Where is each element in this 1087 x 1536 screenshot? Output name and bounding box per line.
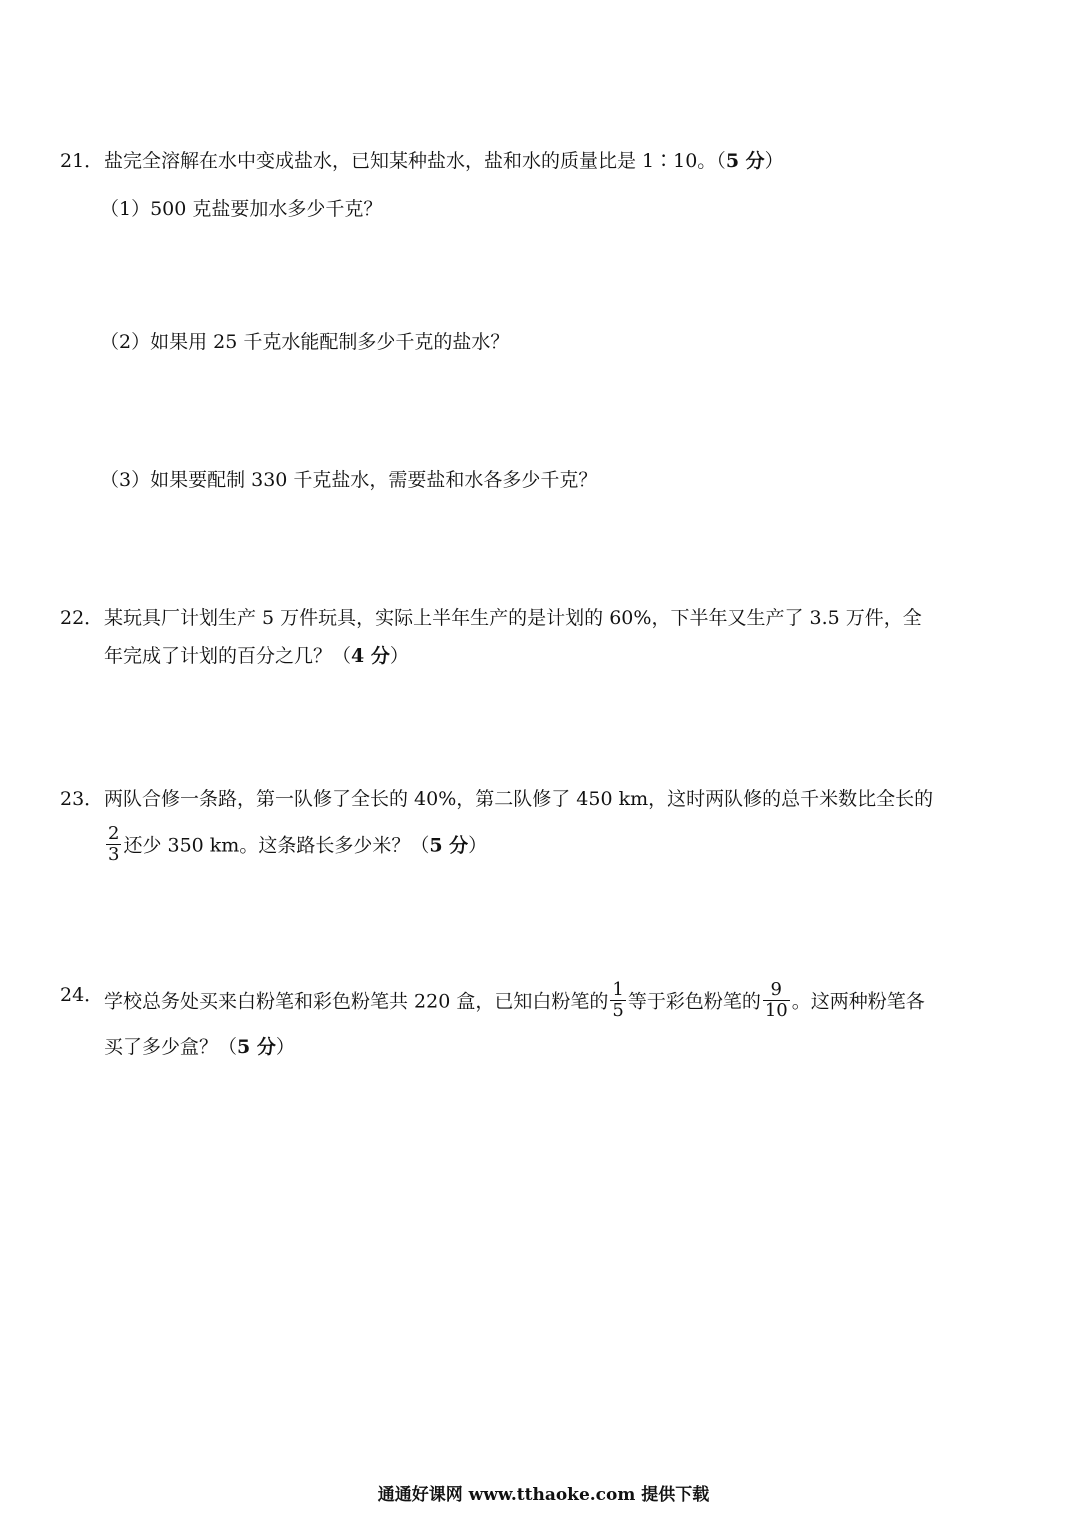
question-24-number: 24． <box>60 984 104 1006</box>
question-21-sub-2: （2）如果用 25 千克水能配制多少千克的盐水？ <box>100 331 510 353</box>
question-23-number: 23． <box>60 788 104 810</box>
fraction-denominator: 10 <box>764 1000 788 1021</box>
question-24-line-2-text: 买了多少盒？（ <box>104 1036 238 1058</box>
question-24-line-2-close: ） <box>275 1036 295 1058</box>
question-21-sub-1: （1）500 克盐要加水多少千克？ <box>100 198 383 220</box>
fraction-denominator: 3 <box>108 844 120 865</box>
question-22-points: 4 分 <box>351 645 390 667</box>
fraction-numerator: 9 <box>763 980 790 1001</box>
fraction-numerator: 2 <box>108 823 120 844</box>
question-23-line-2-text: 还少 350 km。这条路长多少米？（ <box>123 834 430 857</box>
question-24-line-1 <box>104 979 925 1023</box>
fraction-two-thirds <box>106 824 121 865</box>
question-24-line-1-b: 等于彩色粉笔的 <box>627 990 761 1013</box>
fraction-nine-tenths <box>763 980 790 1021</box>
question-24-points: 5 分 <box>237 1036 276 1058</box>
question-22-line-2-text: 年完成了计划的百分之几？（ <box>104 645 352 667</box>
question-21-points: 5 分 <box>725 150 765 172</box>
question-21-number: 21． <box>60 150 104 172</box>
question-23-line-1: 两队合修一条路，第一队修了全长的 40%，第二队修了 450 km，这时两队修的总千米数比全长的 <box>104 788 934 810</box>
fraction-one-fifth <box>610 980 625 1021</box>
fraction-denominator: 5 <box>612 1000 624 1021</box>
fraction-numerator: 1 <box>612 979 624 1000</box>
question-24-line-1-a: 学校总务处买来白粉笔和彩色粉笔共 220 盒，已知白粉笔的 <box>104 990 609 1013</box>
question-21-stem-text: 盐完全溶解在水中变成盐水，已知某种盐水，盐和水的质量比是 1∶10。（ <box>104 150 726 172</box>
question-23-line-2-close: ） <box>468 834 488 857</box>
question-23-line-2 <box>104 823 488 867</box>
question-22-line-1: 某玩具厂计划生产 5 万件玩具，实际上半年生产的是计划的 60%，下半年又生产了 3.5 万件，全 <box>104 607 922 629</box>
question-22-line-2 <box>104 643 409 669</box>
page-footer: 通通好课网 www.tthaoke.com 提供下载 <box>377 1485 710 1505</box>
question-21-sub-3: （3）如果要配制 330 千克盐水，需要盐和水各多少千克？ <box>100 469 598 491</box>
question-21-stem <box>104 148 784 174</box>
question-22-line-2-close: ） <box>389 645 409 667</box>
question-21-stem-close: ） <box>764 150 784 172</box>
question-23-points: 5 分 <box>429 834 469 857</box>
question-24-line-1-c: 。这两种粉笔各 <box>791 990 925 1013</box>
question-24-line-2 <box>104 1034 295 1060</box>
question-22-number: 22． <box>60 607 104 629</box>
